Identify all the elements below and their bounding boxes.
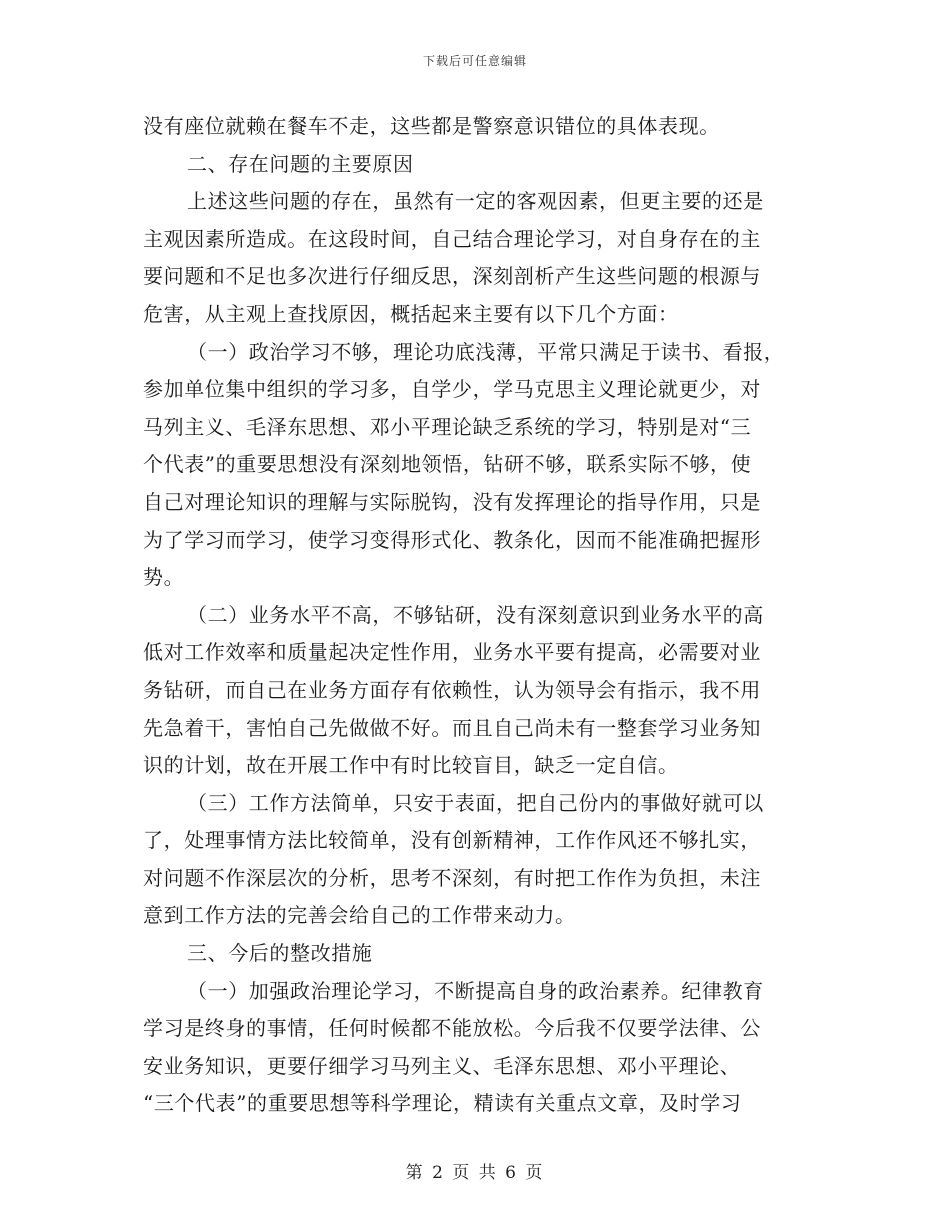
document-body [143, 108, 803, 1123]
section-heading: 二、存在问题的主要原因 [187, 151, 414, 176]
text-line: “三个代表”的重要思想等科学理论，精读有关重点文章，及时学习 [143, 1091, 742, 1116]
page-header: 下载后可任意编辑 [422, 54, 527, 68]
text-line: 为了学习而学习，使学习变得形式化、教条化，因而不能准确把握形 [143, 527, 761, 552]
text-line: 识的计划，故在开展工作中有时比较盲目，缺乏一定自信。 [143, 753, 679, 778]
text-line: 了，处理事情方法比较简单，没有创新精神，工作作风还不够扎实， [143, 828, 761, 853]
text-line: （三）工作方法简单，只安于表面，把自己份内的事做好就可以 [187, 790, 764, 815]
text-line: 个代表”的重要思想没有深刻地领悟，钻研不够，联系实际不够，使 [143, 452, 752, 477]
page-number: 第 2 页 共 6 页 [405, 1163, 545, 1183]
text-line: 主观因素所造成。在这段时间，自己结合理论学习，对自身存在的主 [143, 226, 761, 251]
text-line: 对问题不作深层次的分析，思考不深刻，有时把工作作为负担，未注 [143, 865, 761, 890]
text-line: 务钻研，而自己在业务方面存有依赖性，认为领导会有指示，我不用 [143, 677, 761, 702]
text-line: 参加单位集中组织的学习多，自学少，学马克思主义理论就更少，对 [143, 377, 761, 402]
text-line: 意到工作方法的完善会给自己的工作带来动力。 [143, 903, 576, 928]
text-line: 低对工作效率和质量起决定性作用，业务水平要有提高，必需要对业 [143, 640, 761, 665]
text-line: （一）政治学习不够，理论功底浅薄，平常只满足于读书、看报， [187, 339, 785, 364]
text-line: 学习是终身的事情，任何时候都不能放松。今后我不仅要学法律、公 [143, 1016, 761, 1041]
text-line: 要问题和不足也多次进行仔细反思，深刻剖析产生这些问题的根源与 [143, 264, 761, 289]
section-heading: 三、今后的整改措施 [187, 941, 373, 966]
text-line: 没有座位就赖在餐车不走，这些都是警察意识错位的具体表现。 [143, 114, 720, 138]
text-line: 危害，从主观上查找原因，概括起来主要有以下几个方面： [143, 301, 679, 326]
text-line: 上述这些问题的存在，虽然有一定的客观因素，但更主要的还是 [187, 189, 764, 214]
text-line: 先急着干，害怕自己先做做不好。而且自己尚未有一整套学习业务知 [143, 715, 761, 740]
text-line: 势。 [143, 565, 185, 590]
text-line: 自己对理论知识的理解与实际脱钩，没有发挥理论的指导作用，只是 [143, 489, 761, 514]
text-line: 安业务知识，更要仔细学习马列主义、毛泽东思想、邓小平理论、 [143, 1053, 741, 1078]
text-line: （二）业务水平不高，不够钻研，没有深刻意识到业务水平的高 [187, 602, 764, 627]
text-line: （一）加强政治理论学习，不断提高自身的政治素养。纪律教育 [187, 978, 764, 1003]
text-line: 马列主义、毛泽东思想、邓小平理论缺乏系统的学习，特别是对“三 [143, 414, 752, 439]
